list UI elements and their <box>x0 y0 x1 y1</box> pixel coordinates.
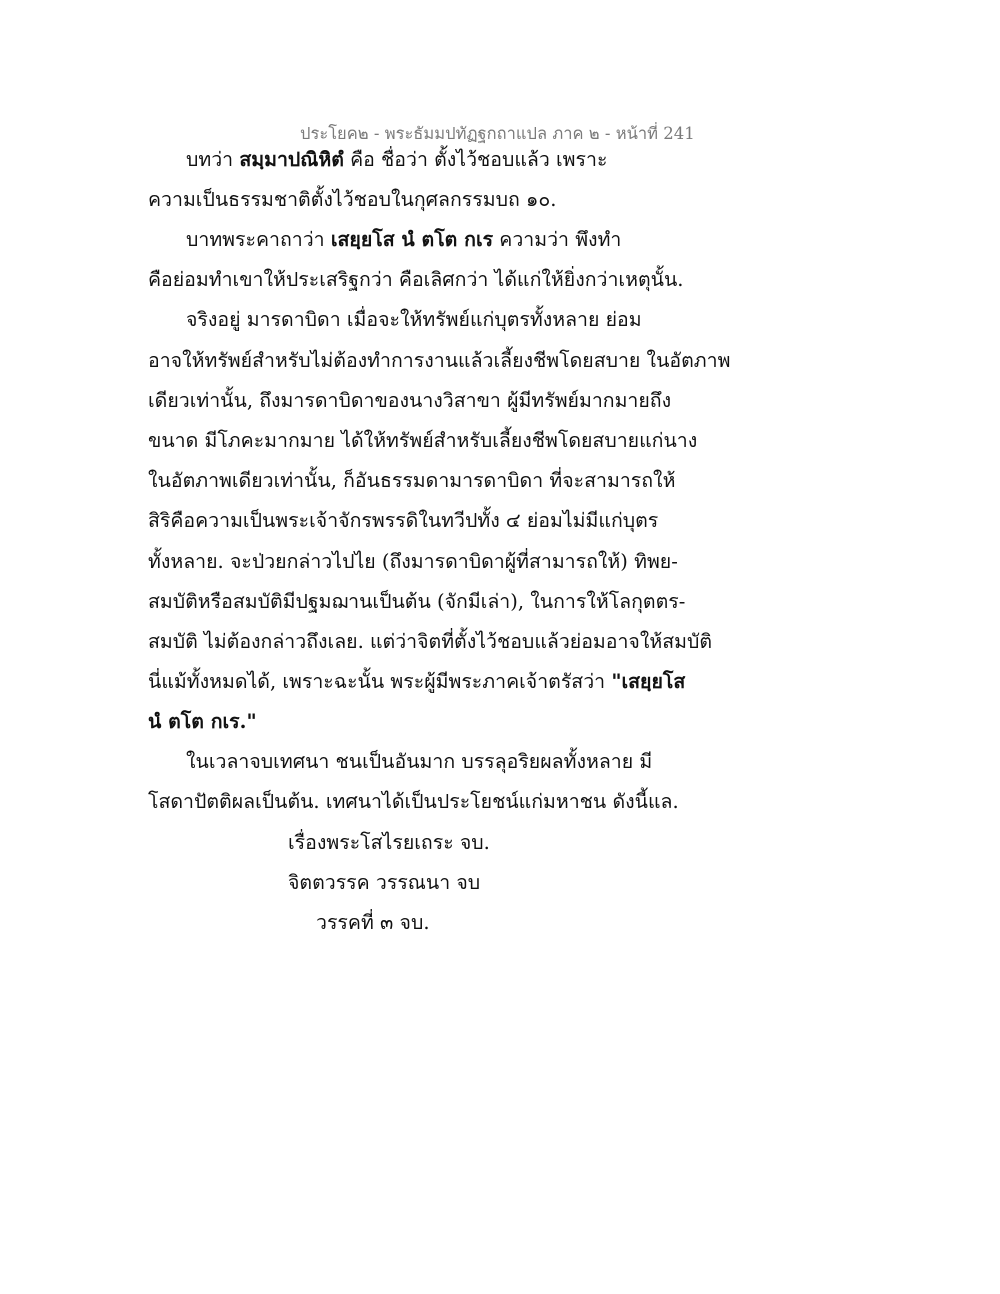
text-line <box>148 386 671 416</box>
text-segment: ในอัตภาพเดียวเท่านั้น, ก็อันธรรมดามารดาบิดา ที่จะสามารถให้ <box>148 469 676 492</box>
text-segment: จริงอยู่ มารดาบิดา เมื่อจะให้ทรัพย์แก่บุตรทั้งหลาย ย่อม <box>186 308 642 331</box>
text-segment: ความเป็นธรรมชาติตั้งไว้ชอบในกุศลกรรมบถ ๑๐. <box>148 188 557 211</box>
text-segment: สมบัติหรือสมบัติมีปฐมฌานเป็นต้น (จักมีเล่า), ในการให้โลกุตตร- <box>148 590 686 613</box>
text-line <box>316 908 430 938</box>
text-segment: จิตตวรรค วรรณนา จบ <box>288 871 481 894</box>
text-segment: โสดาปัตติผลเป็นต้น. เทศนาได้เป็นประโยชน์แก่มหาชน ดังนี้แล. <box>148 790 679 813</box>
text-line <box>148 426 697 456</box>
text-line <box>148 346 730 376</box>
text-line <box>148 466 675 496</box>
text-segment: บาทพระคาถาว่า <box>186 228 331 251</box>
text-segment: ในเวลาจบเทศนา ชนเป็นอันมาก บรรลุอริยผลทั้งหลาย มี <box>186 750 653 773</box>
text-segment: สิริคือความเป็นพระเจ้าจักรพรรดิในทวีปทั้ง ๔ ย่อมไม่มีแก่บุตร <box>148 509 659 532</box>
text-segment: วรรคที่ ๓ จบ. <box>316 911 430 934</box>
text-line <box>186 225 621 255</box>
text-line <box>148 587 685 617</box>
text-line <box>148 506 658 536</box>
text-segment: นี่แม้ทั้งหมดได้, เพราะฉะนั้น พระผู้มีพระภาคเจ้าตรัสว่า <box>148 670 612 693</box>
text-line <box>186 747 652 777</box>
text-line <box>148 185 556 215</box>
text-line <box>148 265 683 295</box>
text-line <box>288 868 480 898</box>
text-line <box>148 667 685 697</box>
text-line <box>288 828 490 858</box>
text-segment: ทั้งหลาย. จะป่วยกล่าวไปไย (ถึงมารดาบิดาผู้ที่สามารถให้) ทิพย- <box>148 550 678 573</box>
text-line <box>148 627 712 657</box>
text-segment: เดียวเท่านั้น, ถึงมารดาบิดาของนางวิสาขา ผู้มีทรัพย์มากมายถึง <box>148 389 672 412</box>
text-segment: ความว่า พึงทำ <box>493 228 622 251</box>
text-line <box>186 305 642 335</box>
text-line <box>186 145 607 175</box>
bold-pali-term: นํ ตโต กเร." <box>148 710 257 733</box>
text-segment: บทว่า <box>186 148 240 171</box>
text-segment: คือ ชื่อว่า ตั้งไว้ชอบแล้ว เพราะ <box>343 148 608 171</box>
text-segment: ขนาด มีโภคะมากมาย ได้ให้ทรัพย์สำหรับเลี้ยงชีพโดยสบายแก่นาง <box>148 429 698 452</box>
text-segment: อาจให้ทรัพย์สำหรับไม่ต้องทำการงานแล้วเลี้ยงชีพโดยสบาย ในอัตภาพ <box>148 349 731 372</box>
bold-pali-term: สมฺมาปณิหิตํ <box>239 148 344 171</box>
text-line <box>148 707 257 737</box>
page-header: ประโยค๒ - พระธัมมปทัฏฐกถาแปล ภาค ๒ - หน้าที่ 241 <box>300 124 695 143</box>
text-line <box>148 787 679 817</box>
text-segment: เรื่องพระโสไรยเถระ จบ. <box>288 831 490 854</box>
text-segment: คือย่อมทำเขาให้ประเสริฐกว่า คือเลิศกว่า ได้แก่ให้ยิ่งกว่าเหตุนั้น. <box>148 268 684 291</box>
text-segment: สมบัติ ไม่ต้องกล่าวถึงเลย. แต่ว่าจิตที่ตั้งไว้ชอบแล้วย่อมอาจให้สมบัติ <box>148 630 713 653</box>
bold-pali-term: เสยฺยโส นํ ตโต กเร <box>330 228 494 251</box>
bold-pali-term: "เสยฺยโส <box>611 670 686 693</box>
text-line <box>148 547 678 577</box>
